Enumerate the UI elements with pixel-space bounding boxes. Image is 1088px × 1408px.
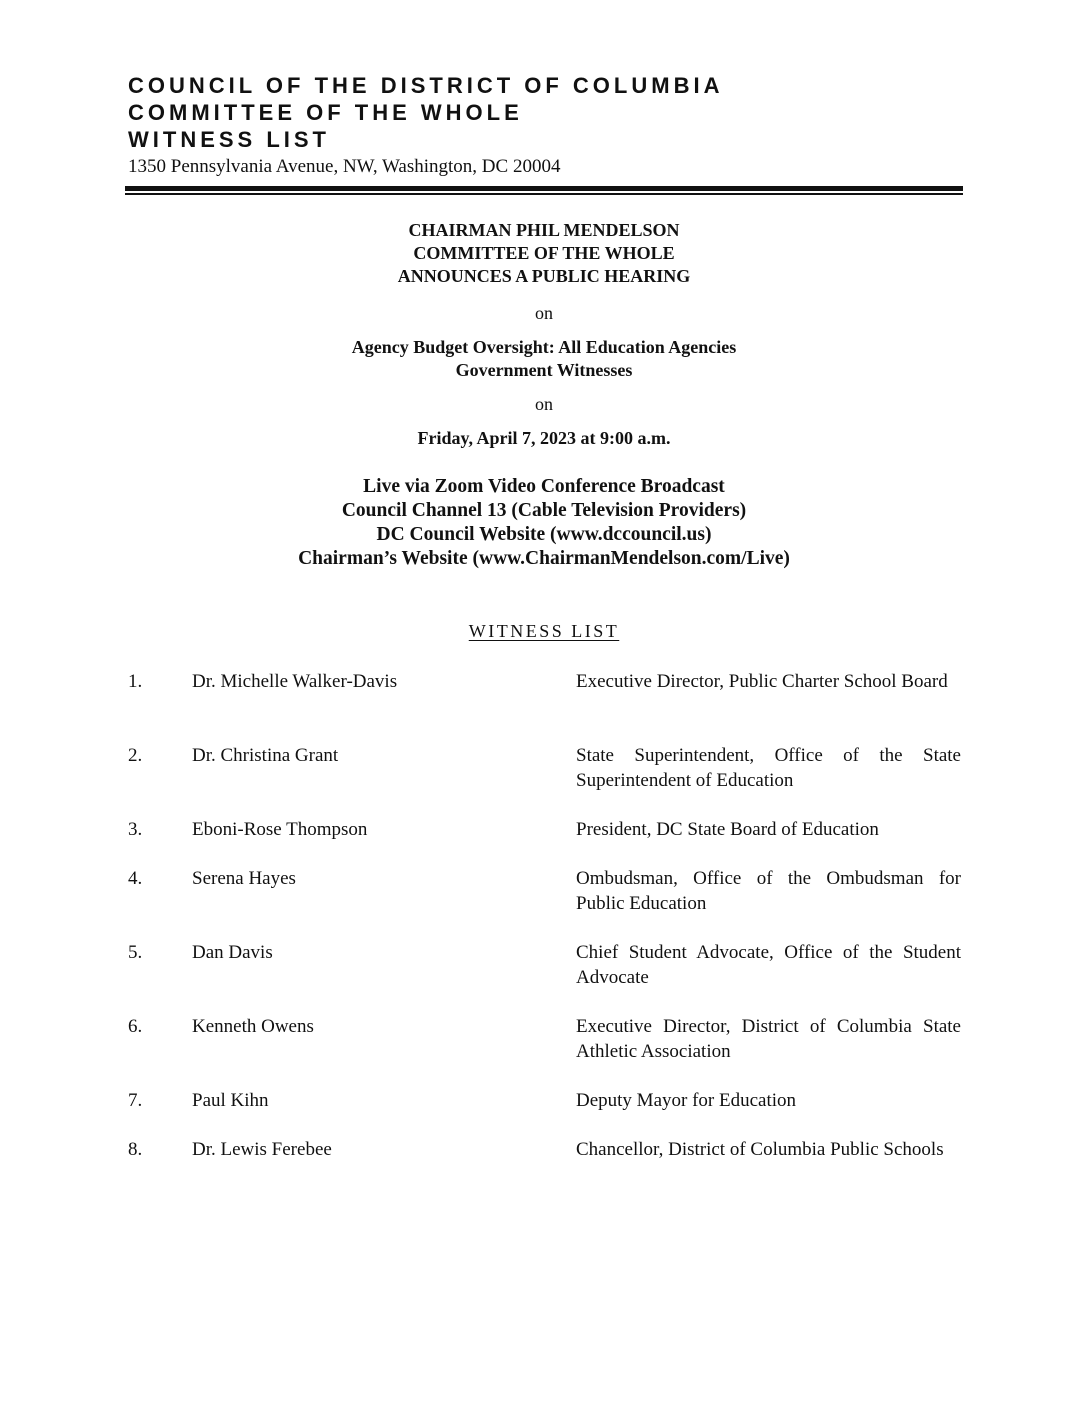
witness-name: Eboni-Rose Thompson [192,819,368,840]
header-divider-thin [125,193,963,195]
witness-name: Dan Davis [192,942,273,963]
witness-row [128,1138,962,1212]
letterhead-committee-name: COMMITTEE OF THE WHOLE [128,100,523,125]
witness-title: Chief Student Advocate, Office of the Student Advocate [576,942,961,988]
hearing-subject [128,336,960,382]
witness-list-heading [128,621,960,642]
hearing-announcement [128,219,960,288]
witness-title: Ombudsman, Office of the Ombudsman for Public Education [576,868,961,914]
subject-line-2: Government Witnesses [455,360,633,380]
witness-number: 2. [128,745,143,766]
witness-list-heading-text: WITNESS LIST [468,621,620,641]
datetime-line: Friday, April 7, 2023 at 9:00 a.m. [417,428,671,448]
connector-on-2 [128,393,960,416]
witness-number: 7. [128,1090,143,1111]
witness-number: 4. [128,868,143,889]
witness-row [128,941,962,1015]
witness-number: 3. [128,819,143,840]
witness-title: President, DC State Board of Education [576,819,879,840]
witness-title: Executive Director, District of Columbia State Athletic Association [576,1016,961,1062]
witness-number: 8. [128,1139,143,1160]
letterhead-address: 1350 Pennsylvania Avenue, NW, Washington, DC 20004 [128,156,561,177]
witness-name: Dr. Lewis Ferebee [192,1139,332,1160]
broadcast-channel: Council Channel 13 (Cable Television Providers) [341,500,747,521]
witness-row [128,744,962,818]
witness-row [128,867,962,941]
witness-row [128,1089,962,1138]
witness-number: 5. [128,942,143,963]
on-text: on [535,394,553,414]
witness-name: Dr. Christina Grant [192,745,339,766]
witness-row [128,1015,962,1089]
broadcast-info [128,475,960,571]
witness-list [128,670,962,1212]
witness-title: Executive Director, Public Charter School Board [576,671,948,692]
witness-name: Kenneth Owens [192,1016,314,1037]
on-text: on [535,303,553,323]
letterhead-document-type: WITNESS LIST [128,127,330,152]
header-divider-thick [125,186,963,191]
witness-title: Deputy Mayor for Education [576,1090,797,1111]
broadcast-zoom: Live via Zoom Video Conference Broadcast [363,476,725,497]
witness-title: Chancellor, District of Columbia Public Schools [576,1139,944,1160]
witness-title: State Superintendent, Office of the State Superintendent of Education [576,745,961,791]
witness-number: 1. [128,671,143,692]
connector-on-1 [128,302,960,325]
witness-number: 6. [128,1016,143,1037]
letterhead [128,72,964,179]
witness-row [128,818,962,867]
witness-name: Serena Hayes [192,868,296,889]
subject-line-1: Agency Budget Oversight: All Education Agencies [351,337,737,357]
broadcast-council-website: DC Council Website (www.dccouncil.us) [376,524,712,545]
witness-name: Dr. Michelle Walker-Davis [192,671,398,692]
broadcast-chairman-website: Chairman’s Website (www.ChairmanMendelson.com/Live) [298,548,790,569]
announcement-chairman: CHAIRMAN PHIL MENDELSON [408,220,680,240]
announcement-hearing: ANNOUNCES A PUBLIC HEARING [397,266,691,286]
letterhead-council-name: COUNCIL OF THE DISTRICT OF COLUMBIA [128,73,724,98]
hearing-datetime [128,427,960,450]
witness-row [128,670,962,744]
announcement-committee: COMMITTEE OF THE WHOLE [413,243,675,263]
witness-name: Paul Kihn [192,1090,269,1111]
